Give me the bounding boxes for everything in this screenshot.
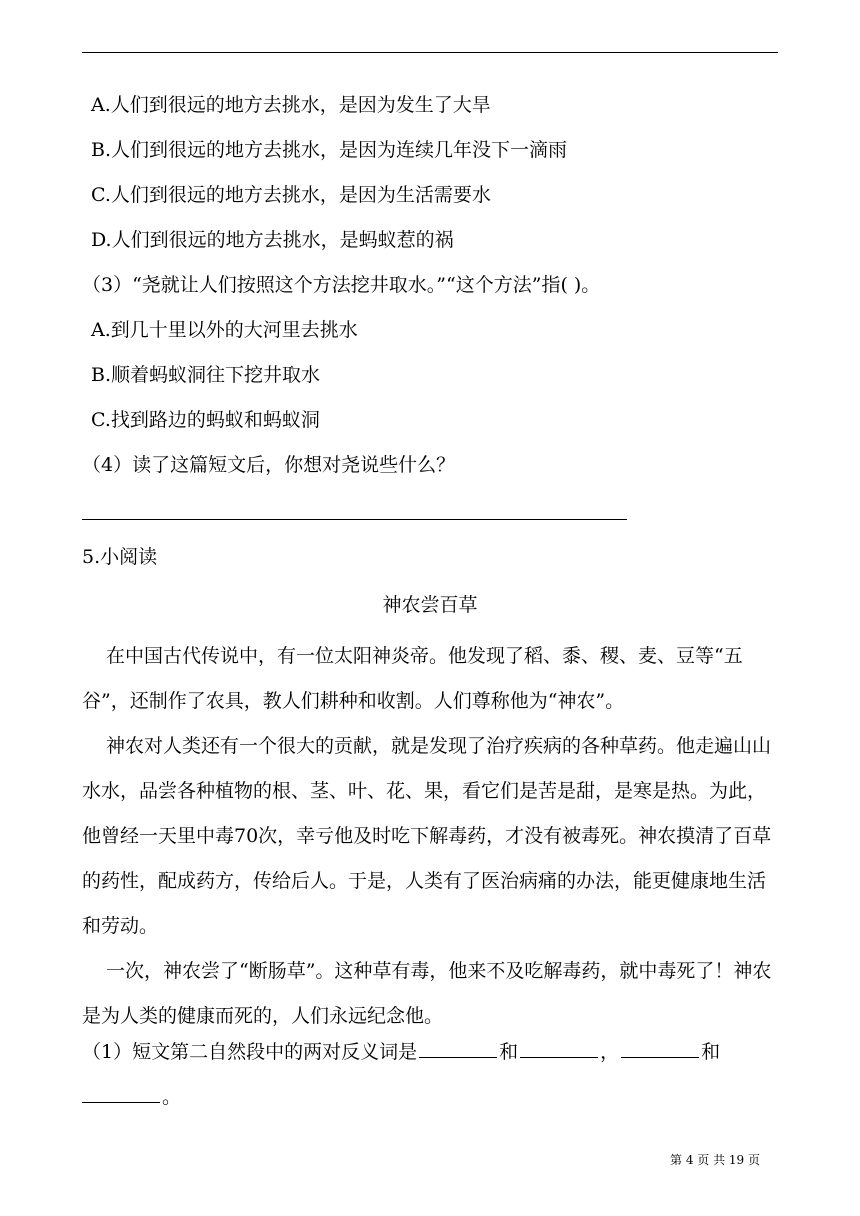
q3-option-b: B.顺着蚂蚁洞往下挖井取水	[91, 364, 321, 386]
q1-blank-3[interactable]	[621, 1039, 699, 1058]
q3-option-a: A.到几十里以外的大河里去挑水	[91, 319, 358, 341]
q1-and-2: 和	[701, 1041, 721, 1063]
q2-option-c: C.人们到很远的地方去挑水，是因为生活需要水	[91, 184, 491, 206]
q1-blank-4[interactable]	[82, 1084, 160, 1103]
header-rule	[82, 52, 778, 53]
q4-prompt: （4）读了这篇短文后，你想对尧说些什么？	[82, 454, 456, 476]
q3-prompt: （3）“尧就让人们按照这个方法挖井取水。”“这个方法”指( )。	[82, 274, 601, 296]
q4-answer-line[interactable]	[82, 519, 627, 520]
q1-prefix: （1）短文第二自然段中的两对反义词是	[82, 1041, 418, 1063]
q1-comma: ，	[600, 1041, 620, 1063]
section5-q1-continued	[82, 1084, 181, 1109]
q1-blank-2[interactable]	[520, 1039, 598, 1058]
passage-paragraph-3: 一次，神农尝了“断肠草”。这种草有毒，他来不及吃解毒药，就中毒死了！神农是为人类的健康而死的，人们永远纪念他。	[82, 960, 772, 1027]
q3-option-c: C.找到路边的蚂蚁和蚂蚁洞	[91, 409, 320, 431]
passage-title: 神农尝百草	[382, 594, 478, 616]
passage-paragraph-2: 神农对人类还有一个很大的贡献，就是发现了治疗疾病的各种草药。他走遍山山水水，品尝各种植物的根、茎、叶、花、果，看它们是苦是甜，是寒是热。为此，他曾经一天里中毒70次，幸亏他及时吃下解毒药，才没有被毒死。神农摸清了百草的药性，配成药方，传给后人。于是，人类有了医治病痛的办法，能更健康地生活和劳动。	[82, 735, 772, 937]
q2-option-a: A.人们到很远的地方去挑水，是因为发生了大旱	[91, 94, 491, 116]
q2-option-d: D.人们到很远的地方去挑水，是蚂蚁惹的祸	[91, 229, 454, 251]
q1-blank-1[interactable]	[419, 1039, 497, 1058]
passage-paragraph-1: 在中国古代传说中，有一位太阳神炎帝。他发现了稻、黍、稷、麦、豆等“五谷”，还制作了农具，教人们耕种和收割。人们尊称他为“神农”。	[82, 645, 743, 712]
q1-end: 。	[162, 1086, 182, 1108]
section5-heading: 5.小阅读	[82, 546, 158, 568]
page-number: 第 4 页 共 19 页	[670, 1153, 760, 1167]
section5-q1	[82, 1039, 720, 1064]
q1-and-1: 和	[499, 1041, 519, 1063]
q2-option-b: B.人们到很远的地方去挑水，是因为连续几年没下一滴雨	[91, 139, 568, 161]
